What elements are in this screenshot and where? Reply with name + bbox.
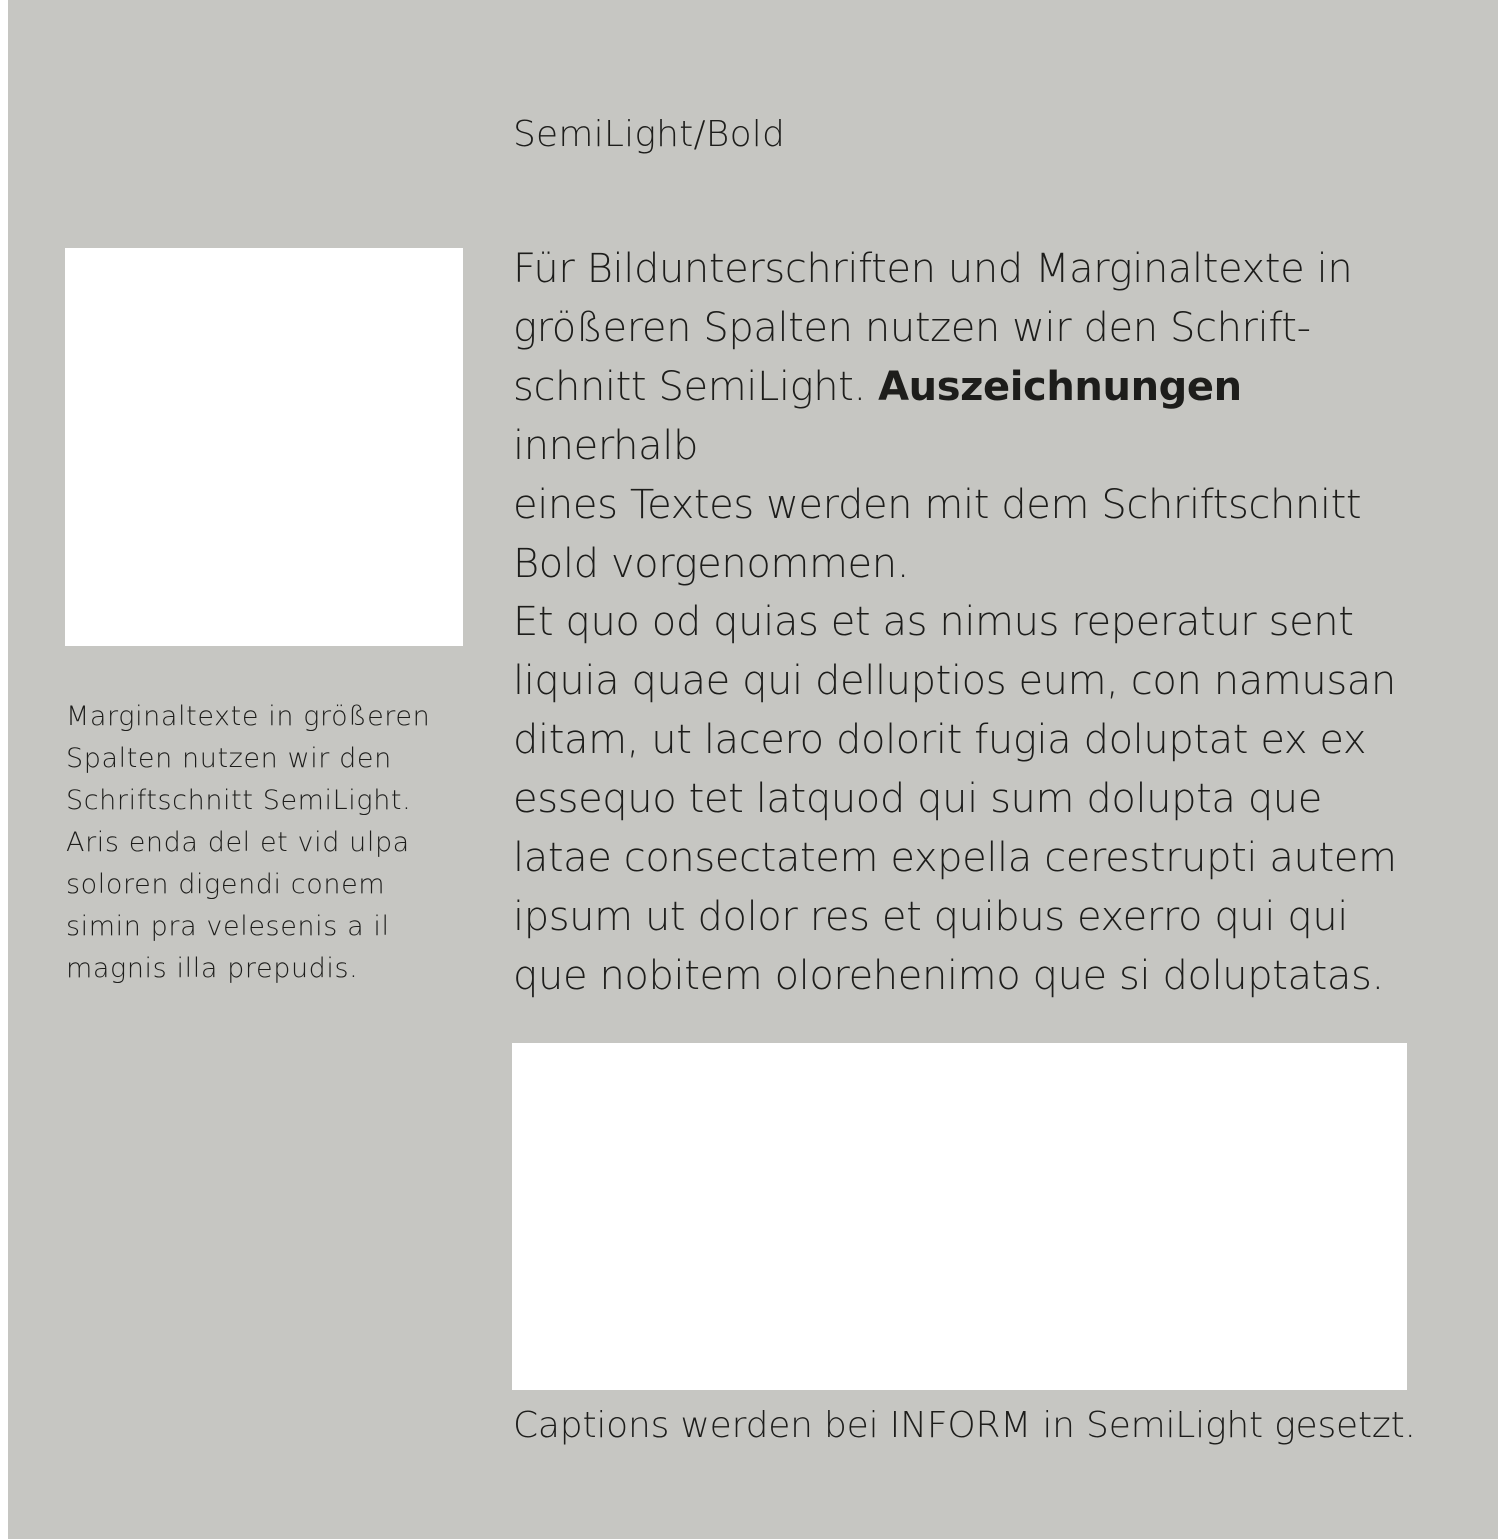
intro-line-3-end: innerhalb	[513, 423, 698, 469]
margin-text: Marginaltexte in größeren Spalten nutzen wir den Schriftschnitt SemiLight. Aris enda del et vid ulpa soloren digendi conem simin pra velesenis a il magnis illa prepudis.	[66, 701, 431, 984]
body-paragraph: Et quo od quias et as nimus reperatur sent liquia quae qui delluptios eum, con namusan ditam, ut lacero dolorit fugia doluptat ex ex essequo tet latquod qui sum dolupta que latae consectatem expella cerestrupti autem ipsum ut dolor res et quibus exerro qui qui que nobitem olorehenimo que si doluptatas.	[513, 599, 1397, 999]
intro-line-3-start: schnitt SemiLight.	[513, 364, 879, 410]
image-caption: Captions werden bei INFORM in SemiLight gesetzt.	[513, 1405, 1416, 1446]
intro-line-5: Bold vorgenommen.	[513, 541, 910, 587]
bold-emphasis: Auszeichnungen	[878, 364, 1242, 410]
page-panel	[8, 0, 1498, 1539]
style-heading: SemiLight/Bold	[513, 114, 786, 155]
image-placeholder-square	[65, 248, 463, 646]
intro-line-4: eines Textes werden mit dem Schriftschnitt	[513, 482, 1362, 528]
intro-paragraph	[513, 240, 1433, 594]
image-placeholder-wide	[512, 1043, 1407, 1390]
intro-line-2: größeren Spalten nutzen wir den Schrift-	[513, 305, 1311, 351]
intro-line-1: Für Bildunterschriften und Marginaltexte in	[513, 246, 1353, 292]
